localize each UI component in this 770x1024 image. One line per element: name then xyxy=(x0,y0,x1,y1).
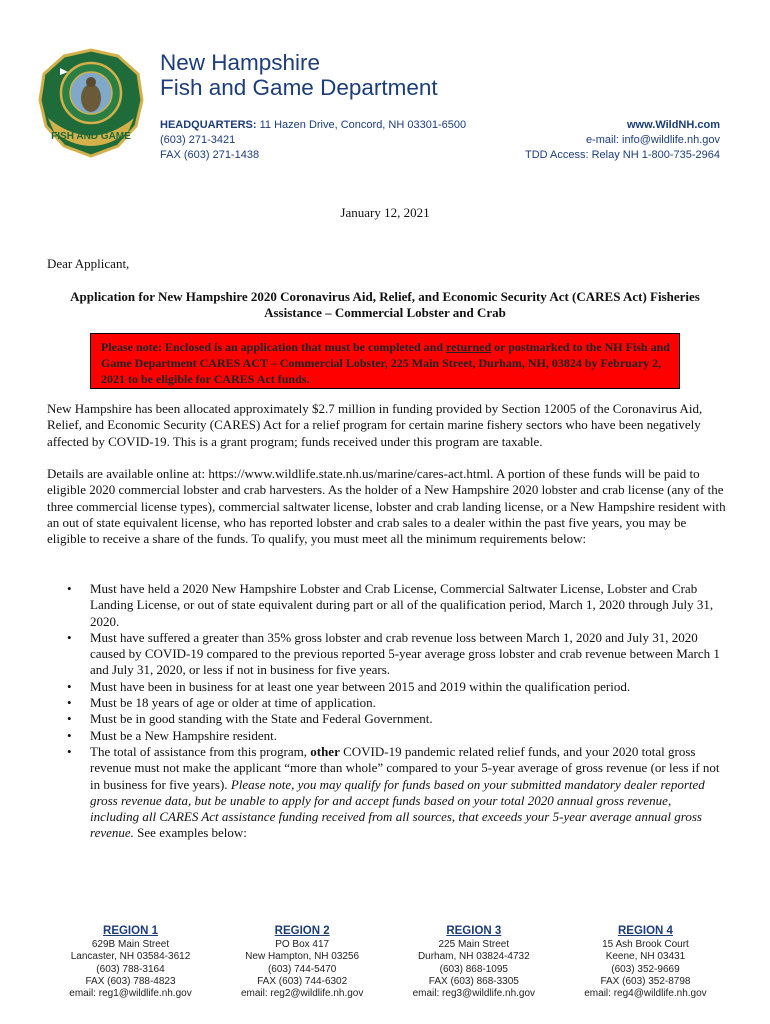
hq-address-line xyxy=(160,118,466,133)
details-paragraph: Details are available online at: https://www.wildlife.state.nh.us/marine/cares-act.html. A portion of these funds will be paid to eligible 2020 commercial lobster and crab harvesters. As the holder of a New Hampshire 2020 lobster and crab license (any of the three commercial license types), commercial saltwater license, lobster and crab landing license, or a New Hampshire resident with an out of state equivalent license, who has reported lobster and crab sales to a dealer within the past five years, you may be eligible to receive a share of the funds. To qualify, you must meet all the minimum requirements below: xyxy=(47,466,726,547)
region-email: email: reg4@wildlife.nh.gov xyxy=(584,988,707,1000)
regional-offices-footer xyxy=(48,925,728,1000)
hq-email: e-mail: info@wildlife.nh.gov xyxy=(585,134,720,146)
region-title: REGION 4 xyxy=(617,925,673,937)
list-item xyxy=(47,728,723,744)
bullet-icon: • xyxy=(67,727,72,743)
salutation: Dear Applicant, xyxy=(47,256,130,271)
website-link[interactable]: www.WildNH.com xyxy=(627,119,720,131)
region-email: email: reg2@wildlife.nh.gov xyxy=(240,988,364,1000)
region-2-office xyxy=(220,925,385,1000)
subject-line-2: Assistance – Commercial Lobster and Crab xyxy=(264,305,506,320)
bullet-icon: • xyxy=(67,743,72,759)
region-fax: FAX (603) 744-6302 xyxy=(257,975,348,987)
list-item xyxy=(47,581,723,630)
region-phone: (603) 868-1095 xyxy=(439,963,508,975)
requirement-text: Must have been in business for at least one year between 2015 and 2019 within the qualification period. xyxy=(90,678,631,694)
list-item xyxy=(47,711,723,727)
requirement-text: Must have suffered a greater than 35% gross lobster and crab revenue loss between March 1, 2020 and July 31, 2020 caused by COVID-19 compared to the previous reported 5-year average gross lobster and crab revenue between March 1 and July 31, 2020, or less if not in business for five years. xyxy=(90,629,720,678)
logo-text: FISH AND GAME xyxy=(51,131,131,142)
region-title: REGION 2 xyxy=(274,925,330,937)
requirement-text: Must be a New Hampshire resident. xyxy=(90,727,278,743)
requirement-text: Must be 18 years of age or older at time of application. xyxy=(90,695,376,711)
subject-line-1: Application for New Hampshire 2020 Coronavirus Aid, Relief, and Economic Security Act (CARES Act) Fisheries xyxy=(70,289,700,304)
region-4-office xyxy=(563,925,728,1000)
hq-fax: FAX (603) 271-1438 xyxy=(160,149,260,161)
hq-contact-left xyxy=(160,118,466,163)
region-city: New Hampton, NH 03256 xyxy=(245,951,360,963)
list-item xyxy=(47,630,723,679)
region-city: Keene, NH 03431 xyxy=(605,951,686,963)
list-item xyxy=(47,679,723,695)
subject-heading xyxy=(47,289,723,321)
bullet-icon: • xyxy=(67,695,72,711)
notice-underlined-word: returned xyxy=(446,340,492,354)
title-line-1: New Hampshire xyxy=(160,50,321,75)
region-city: Lancaster, NH 03584-3612 xyxy=(70,951,191,963)
deadline-notice-box xyxy=(90,333,680,389)
region-street: 629B Main Street xyxy=(91,939,170,951)
region-street: 225 Main Street xyxy=(438,939,510,951)
list-item xyxy=(47,695,723,711)
bullet-icon: • xyxy=(67,711,72,727)
region-title: REGION 3 xyxy=(446,925,502,937)
notice-text-1: Please note: Enclosed is an application that must be completed and xyxy=(101,340,447,354)
region-city: Durham, NH 03824-4732 xyxy=(417,951,530,963)
region-street: 15 Ash Brook Court xyxy=(602,939,689,951)
region-street: PO Box 417 xyxy=(275,939,330,951)
requirements-list xyxy=(47,581,723,842)
region-fax: FAX (603) 352-8798 xyxy=(600,975,691,987)
bullet-icon: • xyxy=(67,629,72,645)
region-email: email: reg3@wildlife.nh.gov xyxy=(412,988,536,1000)
letter-date: January 12, 2021 xyxy=(340,205,430,220)
funding-paragraph: New Hampshire has been allocated approximately $2.7 million in funding provided by Section 12005 of the Coronavirus Aid, Relief, and Economic Security (CARES) Act for a relief program for certain marine fishery sectors who have been negatively affected by COVID-19. This is a grant program; funds received under this program are taxable. xyxy=(47,401,703,449)
title-line-2: Fish and Game Department xyxy=(160,75,438,100)
hq-phone: (603) 271-3421 xyxy=(160,134,236,146)
region-phone: (603) 744-5470 xyxy=(267,963,337,975)
req-text-part: COVID-19 pandemic related relief funds, and your 2020 total gross revenue must not make the applicant “more than whole” compared to your 5-year average of gross revenue (or less if not in business for five years). xyxy=(90,743,720,792)
hq-contact-right xyxy=(525,118,720,163)
hq-label: HEADQUARTERS: xyxy=(160,119,257,131)
region-fax: FAX (603) 868-3305 xyxy=(428,975,519,987)
bullet-icon: • xyxy=(67,581,72,596)
requirement-text: Must be in good standing with the State and Federal Government. xyxy=(90,711,433,727)
tdd-access: TDD Access: Relay NH 1-800-735-2964 xyxy=(524,149,720,161)
region-phone: (603) 352-9669 xyxy=(611,963,680,975)
req-text-part: See examples below: xyxy=(133,825,247,841)
requirement-text xyxy=(90,744,720,840)
fish-and-game-logo xyxy=(38,48,144,158)
req-bold-word: other xyxy=(310,743,340,759)
region-3-office xyxy=(391,925,556,1000)
region-phone: (603) 788-3164 xyxy=(96,963,165,975)
requirement-text: Must have held a 2020 New Hampshire Lobster and Crab License, Commercial Saltwater License, Lobster and Crab Landing License, or out of state equivalent during part or all of the qualification period, March 1, 2020 through July 31, 2020. xyxy=(90,581,714,629)
region-title: REGION 1 xyxy=(103,925,158,937)
bullet-icon: • xyxy=(67,678,72,694)
list-item xyxy=(47,744,723,842)
region-email: email: reg1@wildlife.nh.gov xyxy=(69,988,192,1000)
notice-text-2: or postmarked to the NH Fish and Game Department CARES ACT – Commercial Lobster, 225 Main Street, Durham, NH, 03824 by February 2, 2021 to be eligible for CARES Act funds. xyxy=(101,340,670,386)
department-title xyxy=(160,50,438,100)
req-text-part: The total of assistance from this program, xyxy=(90,743,311,759)
region-fax: FAX (603) 788-4823 xyxy=(85,975,176,987)
req-italic-note: Please note, you may qualify for funds based on your submitted mandatory dealer reported gross revenue data, but be unable to apply for and accept funds based on your total 2020 annual gross revenue, including all CARES Act assistance funding received from all sources, that exceeds your 5-year average annual gross revenue. xyxy=(90,776,705,841)
hq-address: 11 Hazen Drive, Concord, NH 03301-6500 xyxy=(256,119,467,131)
region-1-office xyxy=(48,925,213,1000)
